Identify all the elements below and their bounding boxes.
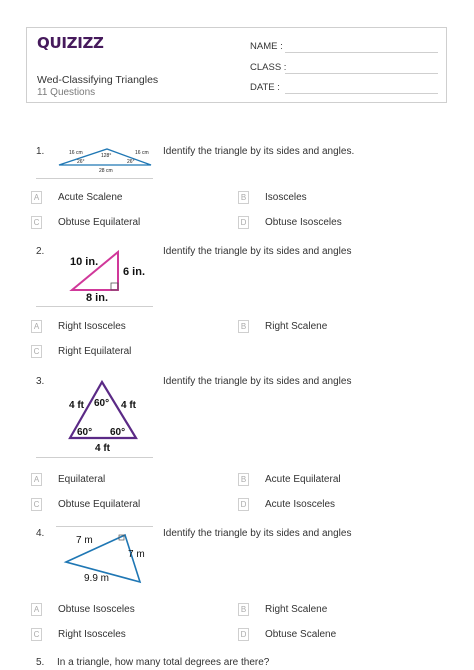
option-a[interactable] [31, 190, 123, 204]
question-text: In a triangle, how many total degrees are there? [57, 657, 270, 668]
option-text: Right Scalene [265, 320, 328, 332]
right-angle-mark [111, 283, 118, 290]
question-text: Identify the triangle by its sides and angles [163, 376, 352, 387]
answer-line [36, 457, 153, 458]
option-text: Obtuse Equilateral [58, 498, 141, 510]
option-text: Obtuse Isosceles [58, 603, 135, 615]
angle-label: 60° [77, 427, 93, 438]
question-3-figure [62, 374, 152, 456]
option-letter: D [238, 498, 249, 511]
option-b[interactable] [238, 472, 341, 486]
option-letter: C [31, 498, 42, 511]
side-label: 7 m [128, 549, 145, 560]
side-label: 10 in. [70, 256, 99, 268]
option-text: Equilateral [58, 473, 106, 485]
option-d[interactable] [238, 497, 335, 511]
option-letter: A [31, 603, 42, 616]
quizizz-logo: QUIZIZZ [37, 34, 104, 52]
option-letter: C [31, 345, 42, 358]
option-text: Right Isosceles [58, 628, 126, 640]
question-4-figure [56, 526, 156, 588]
question-number: 3. [36, 376, 45, 387]
side-label: 16 cm [69, 150, 83, 156]
option-text: Right Equilateral [58, 345, 132, 357]
option-letter: D [238, 216, 249, 229]
question-number: 4. [36, 528, 45, 539]
option-text: Acute Isosceles [265, 498, 336, 510]
option-letter: D [238, 628, 249, 641]
question-text: Identify the triangle by its sides and angles. [163, 146, 355, 157]
option-b[interactable] [238, 190, 307, 204]
question-count: 11 Questions [37, 87, 96, 98]
angle-label: 26° [127, 159, 135, 165]
question-number: 2. [36, 246, 45, 257]
option-letter: A [31, 191, 42, 204]
option-text: Acute Equilateral [265, 473, 341, 485]
option-text: Obtuse Scalene [265, 628, 337, 640]
option-letter: B [238, 191, 249, 204]
option-c[interactable] [31, 344, 131, 358]
side-label: 6 in. [123, 266, 146, 278]
date-line[interactable] [285, 93, 438, 94]
option-d[interactable] [238, 215, 342, 229]
side-label: 16 cm [135, 150, 149, 156]
question-text: Identify the triangle by its sides and angles [163, 246, 352, 257]
option-a[interactable] [31, 472, 105, 486]
answer-line [36, 178, 153, 179]
side-label: 8 in. [86, 292, 109, 304]
option-c[interactable] [31, 497, 140, 511]
option-letter: C [31, 216, 42, 229]
side-label: 9.9 m [84, 573, 110, 584]
question-2-figure [60, 244, 160, 306]
angle-label: 60° [94, 398, 110, 409]
class-label: CLASS : [250, 62, 287, 73]
option-letter: A [31, 473, 42, 486]
option-letter: C [31, 628, 42, 641]
option-letter: B [238, 603, 249, 616]
angle-label: 128° [101, 153, 112, 159]
question-number: 1. [36, 146, 45, 157]
option-b[interactable] [238, 602, 327, 616]
name-label: NAME : [250, 41, 283, 52]
name-line[interactable] [285, 52, 438, 53]
option-a[interactable] [31, 319, 126, 333]
angle-label: 26° [77, 159, 85, 165]
option-a[interactable] [31, 602, 135, 616]
class-line[interactable] [285, 73, 438, 74]
date-label: DATE : [250, 82, 280, 93]
option-text: Acute Scalene [58, 191, 123, 203]
option-b[interactable] [238, 319, 327, 333]
side-label: 4 ft [95, 443, 110, 454]
option-letter: B [238, 320, 249, 333]
side-label: 4 ft [121, 400, 136, 411]
question-number: 5. [36, 657, 45, 668]
worksheet-title: Wed-Classifying Triangles [37, 74, 159, 86]
angle-label: 60° [110, 427, 126, 438]
question-text: Identify the triangle by its sides and angles [163, 528, 352, 539]
option-c[interactable] [31, 627, 126, 641]
question-1-figure [55, 140, 155, 176]
option-text: Right Isosceles [58, 320, 126, 332]
option-text: Isosceles [265, 191, 307, 203]
answer-line [36, 306, 153, 307]
option-text: Obtuse Isosceles [265, 216, 342, 228]
option-text: Right Scalene [265, 603, 328, 615]
side-label: 7 m [76, 535, 93, 546]
side-label: 4 ft [69, 400, 84, 411]
option-letter: A [31, 320, 42, 333]
side-label: 28 cm [99, 168, 113, 174]
option-text: Obtuse Equilateral [58, 216, 141, 228]
option-d[interactable] [238, 627, 336, 641]
option-c[interactable] [31, 215, 140, 229]
option-letter: B [238, 473, 249, 486]
